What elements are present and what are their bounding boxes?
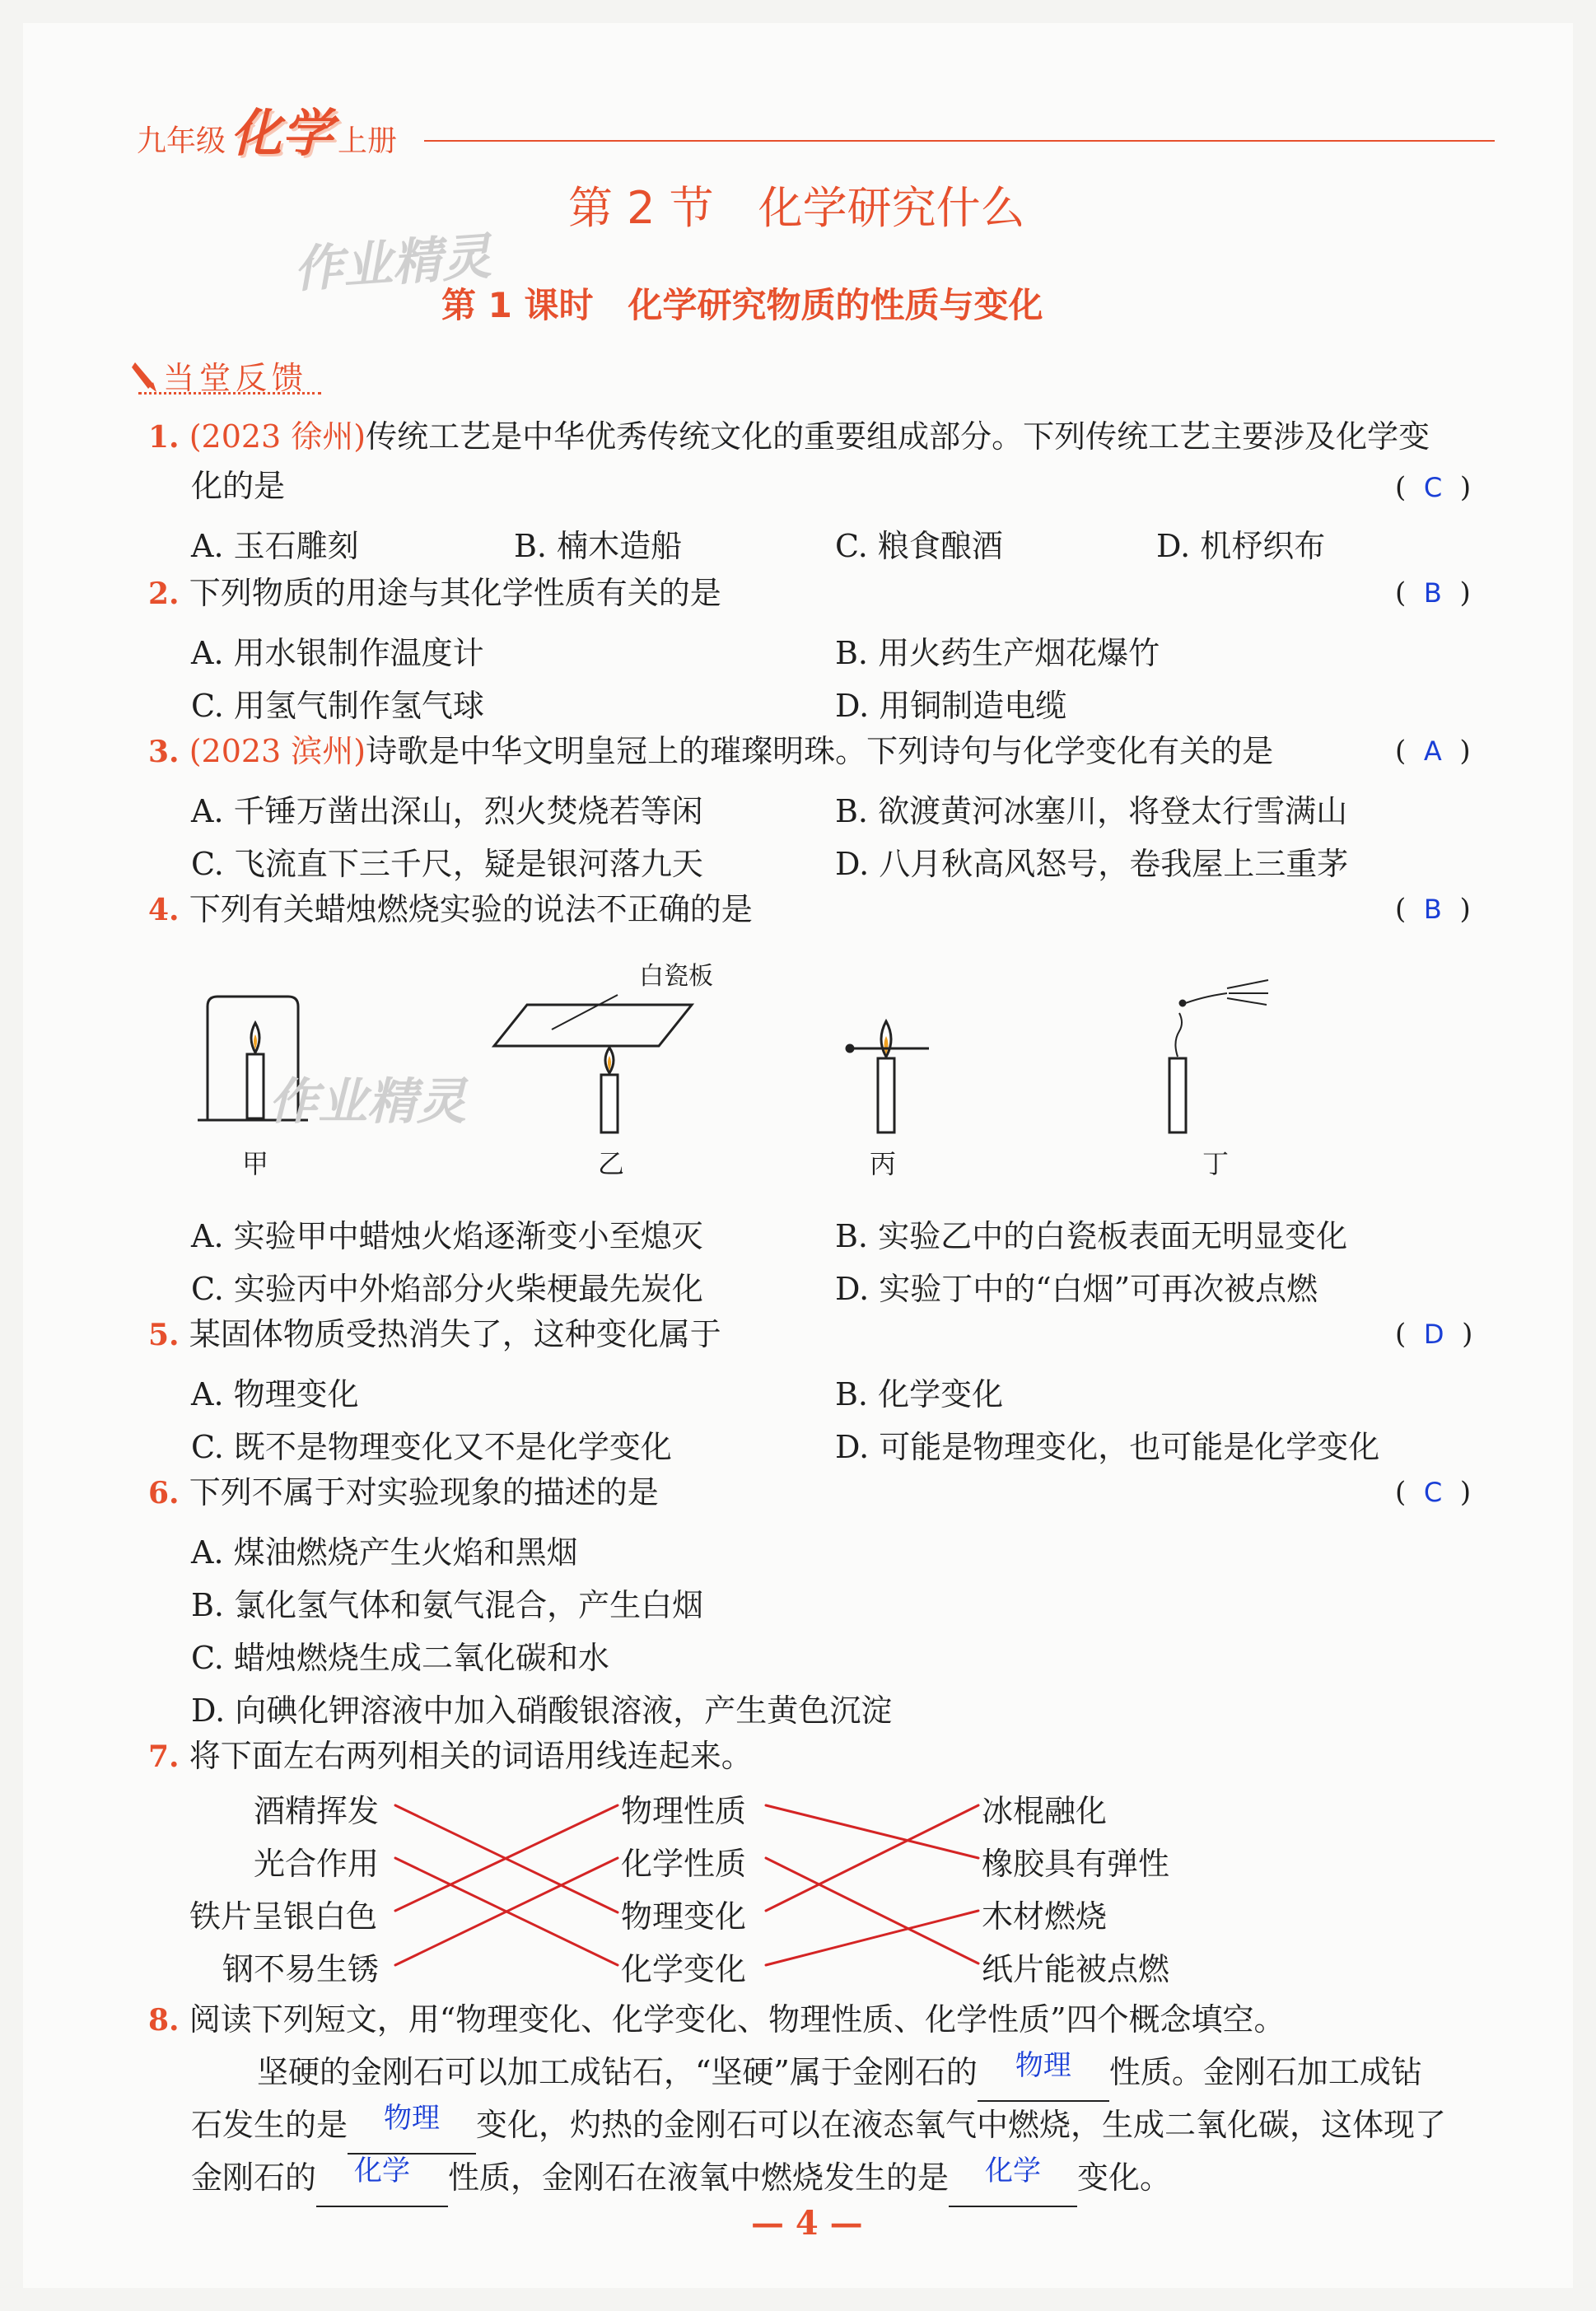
q4-option-b: B. 实验乙中的白瓷板表面无明显变化 [835, 1218, 1348, 1254]
header-subject: 化学 [231, 103, 334, 163]
q2-option-a: A. 用水银制作温度计 [191, 635, 484, 671]
match-line [766, 1805, 978, 1911]
q7-right-1: 冰棍融化 [982, 1793, 1108, 1829]
page-number: — 4 — [751, 2204, 863, 2243]
q7-middle-2: 化学性质 [621, 1846, 747, 1882]
q8-blank-1 [978, 2046, 1109, 2102]
q4-number: 4. [148, 893, 180, 927]
q4-stem: 下列有关蜡烛燃烧实验的说法不正确的是 [189, 891, 753, 927]
q3-option-c: C. 飞流直下三千尺，疑是银河落九天 [191, 846, 703, 882]
watermark: 作业精灵 [292, 227, 493, 300]
q6-option-c: C. 蜡烛燃烧生成二氧化碳和水 [191, 1640, 609, 1676]
match-line [766, 1858, 978, 1963]
q6-option-b: B. 氯化氢气体和氨气混合，产生白烟 [191, 1587, 704, 1623]
figure-label-ding: 丁 [1202, 1148, 1230, 1179]
q3-option-a: A. 千锤万凿出深山，烈火焚烧若等闲 [191, 793, 703, 829]
q2-answer: B [1423, 577, 1442, 609]
q2-option-c: C. 用氢气制作氢气球 [191, 688, 484, 724]
q1-option-c: C. 粮食酿酒 [835, 528, 1003, 564]
q4-option-c: C. 实验丙中外焰部分火柴梗最先炭化 [191, 1271, 703, 1307]
q3-source: (2023 滨州) [189, 733, 366, 769]
q1-source: (2023 徐州) [189, 418, 366, 455]
q7-left-2: 光合作用 [254, 1846, 380, 1882]
figure-label-yi: 乙 [598, 1148, 625, 1179]
q6-answer: C [1423, 1477, 1443, 1508]
q5-option-a: A. 物理变化 [191, 1376, 359, 1412]
q1-stem-cont: 化的是 [191, 468, 286, 504]
q4-answer-box: ( B ) [1395, 893, 1471, 926]
q4-option-d: D. 实验丁中的“白烟”可再次被点燃 [835, 1271, 1318, 1307]
q8-blank-2-answer: 物理 [384, 2102, 441, 2135]
q1-answer-box: ( C ) [1395, 471, 1472, 504]
q5-option-d: D. 可能是物理变化，也可能是化学变化 [835, 1429, 1380, 1465]
q7-left-1: 酒精挥发 [254, 1793, 380, 1829]
section-title: 第 2 节 化学研究什么 [568, 182, 1025, 234]
q8-blank-1-answer: 物理 [1015, 2049, 1071, 2082]
q5-option-b: B. 化学变化 [835, 1376, 1004, 1412]
q2-answer-box: ( B ) [1395, 577, 1471, 609]
feedback-label: 当堂反馈 [163, 360, 309, 396]
q5-answer-box: ( D ) [1395, 1318, 1473, 1351]
q6-option-a: A. 煤油燃烧产生火焰和黑烟 [191, 1534, 578, 1571]
q8-line-2: 石发生的是 物理 变化，灼热的金刚石可以在液态氧气中燃烧，生成二氧化碳，这体现了 [191, 2099, 1446, 2155]
q1-stem: 传统工艺是中华优秀传统文化的重要组成部分。下列传统工艺主要涉及化学变 [366, 418, 1430, 455]
q3-option-d: D. 八月秋高风怒号，卷我屋上三重茅 [835, 846, 1349, 882]
q2-option-b: B. 用火药生产烟花爆竹 [835, 635, 1160, 671]
q7-left-4: 钢不易生锈 [222, 1951, 380, 1987]
q3-number: 3. [148, 735, 180, 769]
figure-label-bing: 丙 [870, 1148, 897, 1179]
match-line [766, 1805, 978, 1858]
match-line [766, 1911, 978, 1965]
q5-stem: 某固体物质受热消失了，这种变化属于 [189, 1316, 721, 1352]
q4-answer: B [1423, 894, 1442, 925]
q8-blank-4-answer: 化学 [985, 2155, 1042, 2187]
header-volume: 上册 [338, 124, 398, 158]
q8-blank-2 [348, 2099, 476, 2155]
q8-number: 8. [148, 2003, 180, 2038]
q1-option-a: A. 玉石雕刻 [191, 528, 359, 564]
q7-middle-4: 化学变化 [621, 1951, 747, 1987]
q4-option-a: A. 实验甲中蜡烛火焰逐渐变小至熄灭 [191, 1218, 703, 1254]
q7-left-3: 铁片呈银白色 [189, 1898, 378, 1935]
q5-answer: D [1423, 1319, 1444, 1350]
q8-line-1: 坚硬的金刚石可以加工成钻石，“坚硬”属于金刚石的 物理 性质。金刚石加工成钻 [257, 2046, 1422, 2102]
q8-line-3: 金刚石的 化学 性质，金刚石在液氧中燃烧发生的是 化学 变化。 [191, 2151, 1171, 2207]
plate-label: 白瓷板 [639, 962, 713, 991]
q2-stem: 下列物质的用途与其化学性质有关的是 [189, 575, 721, 611]
q6-option-d: D. 向碘化钾溶液中加入硝酸银溶液，产生黄色沉淀 [191, 1692, 893, 1729]
q3-stem: 诗歌是中华文明皇冠上的璀璨明珠。下列诗句与化学变化有关的是 [366, 733, 1274, 769]
q1-option-b: B. 楠木造船 [514, 528, 683, 564]
q7-right-4: 纸片能被点燃 [982, 1951, 1170, 1987]
q8-stem: 阅读下列短文，用“物理变化、化学变化、物理性质、化学性质”四个概念填空。 [189, 2001, 1286, 2038]
q5-option-c: C. 既不是物理变化又不是化学变化 [191, 1429, 672, 1465]
q5-number: 5. [148, 1318, 180, 1352]
q1-answer: C [1423, 472, 1443, 503]
q7-right-2: 橡胶具有弹性 [982, 1846, 1170, 1882]
q2-option-d: D. 用铜制造电缆 [835, 688, 1067, 724]
q7-stem: 将下面左右两列相关的词语用线连起来。 [189, 1738, 753, 1774]
q8-blank-3-answer: 化学 [354, 2155, 411, 2187]
q2-number: 2. [148, 577, 180, 611]
q8-blank-4 [949, 2151, 1077, 2207]
q6-number: 6. [148, 1476, 180, 1510]
q7-right-3: 木材燃烧 [982, 1898, 1108, 1935]
q8-blank-3 [316, 2151, 448, 2207]
q3-answer: A [1423, 735, 1442, 767]
q7-number: 7. [148, 1739, 180, 1774]
lesson-title: 第 1 课时 化学研究物质的性质与变化 [441, 285, 1043, 325]
figure-label-jia: 甲 [242, 1148, 269, 1179]
header-grade: 九年级 [137, 124, 226, 158]
q1-option-d: D. 机杼织布 [1156, 528, 1326, 564]
watermark-2: 作业精灵 [268, 1073, 466, 1131]
q3-answer-box: ( A ) [1395, 735, 1471, 768]
q3-option-b: B. 欲渡黄河冰塞川，将登太行雪满山 [835, 793, 1348, 829]
question-8 [148, 1993, 1286, 2047]
q1-number: 1. [148, 420, 180, 455]
q7-middle-1: 物理性质 [621, 1793, 747, 1829]
q6-stem: 下列不属于对实验现象的描述的是 [189, 1474, 659, 1510]
q7-middle-3: 物理变化 [621, 1898, 747, 1935]
q6-answer-box: ( C ) [1395, 1476, 1472, 1509]
